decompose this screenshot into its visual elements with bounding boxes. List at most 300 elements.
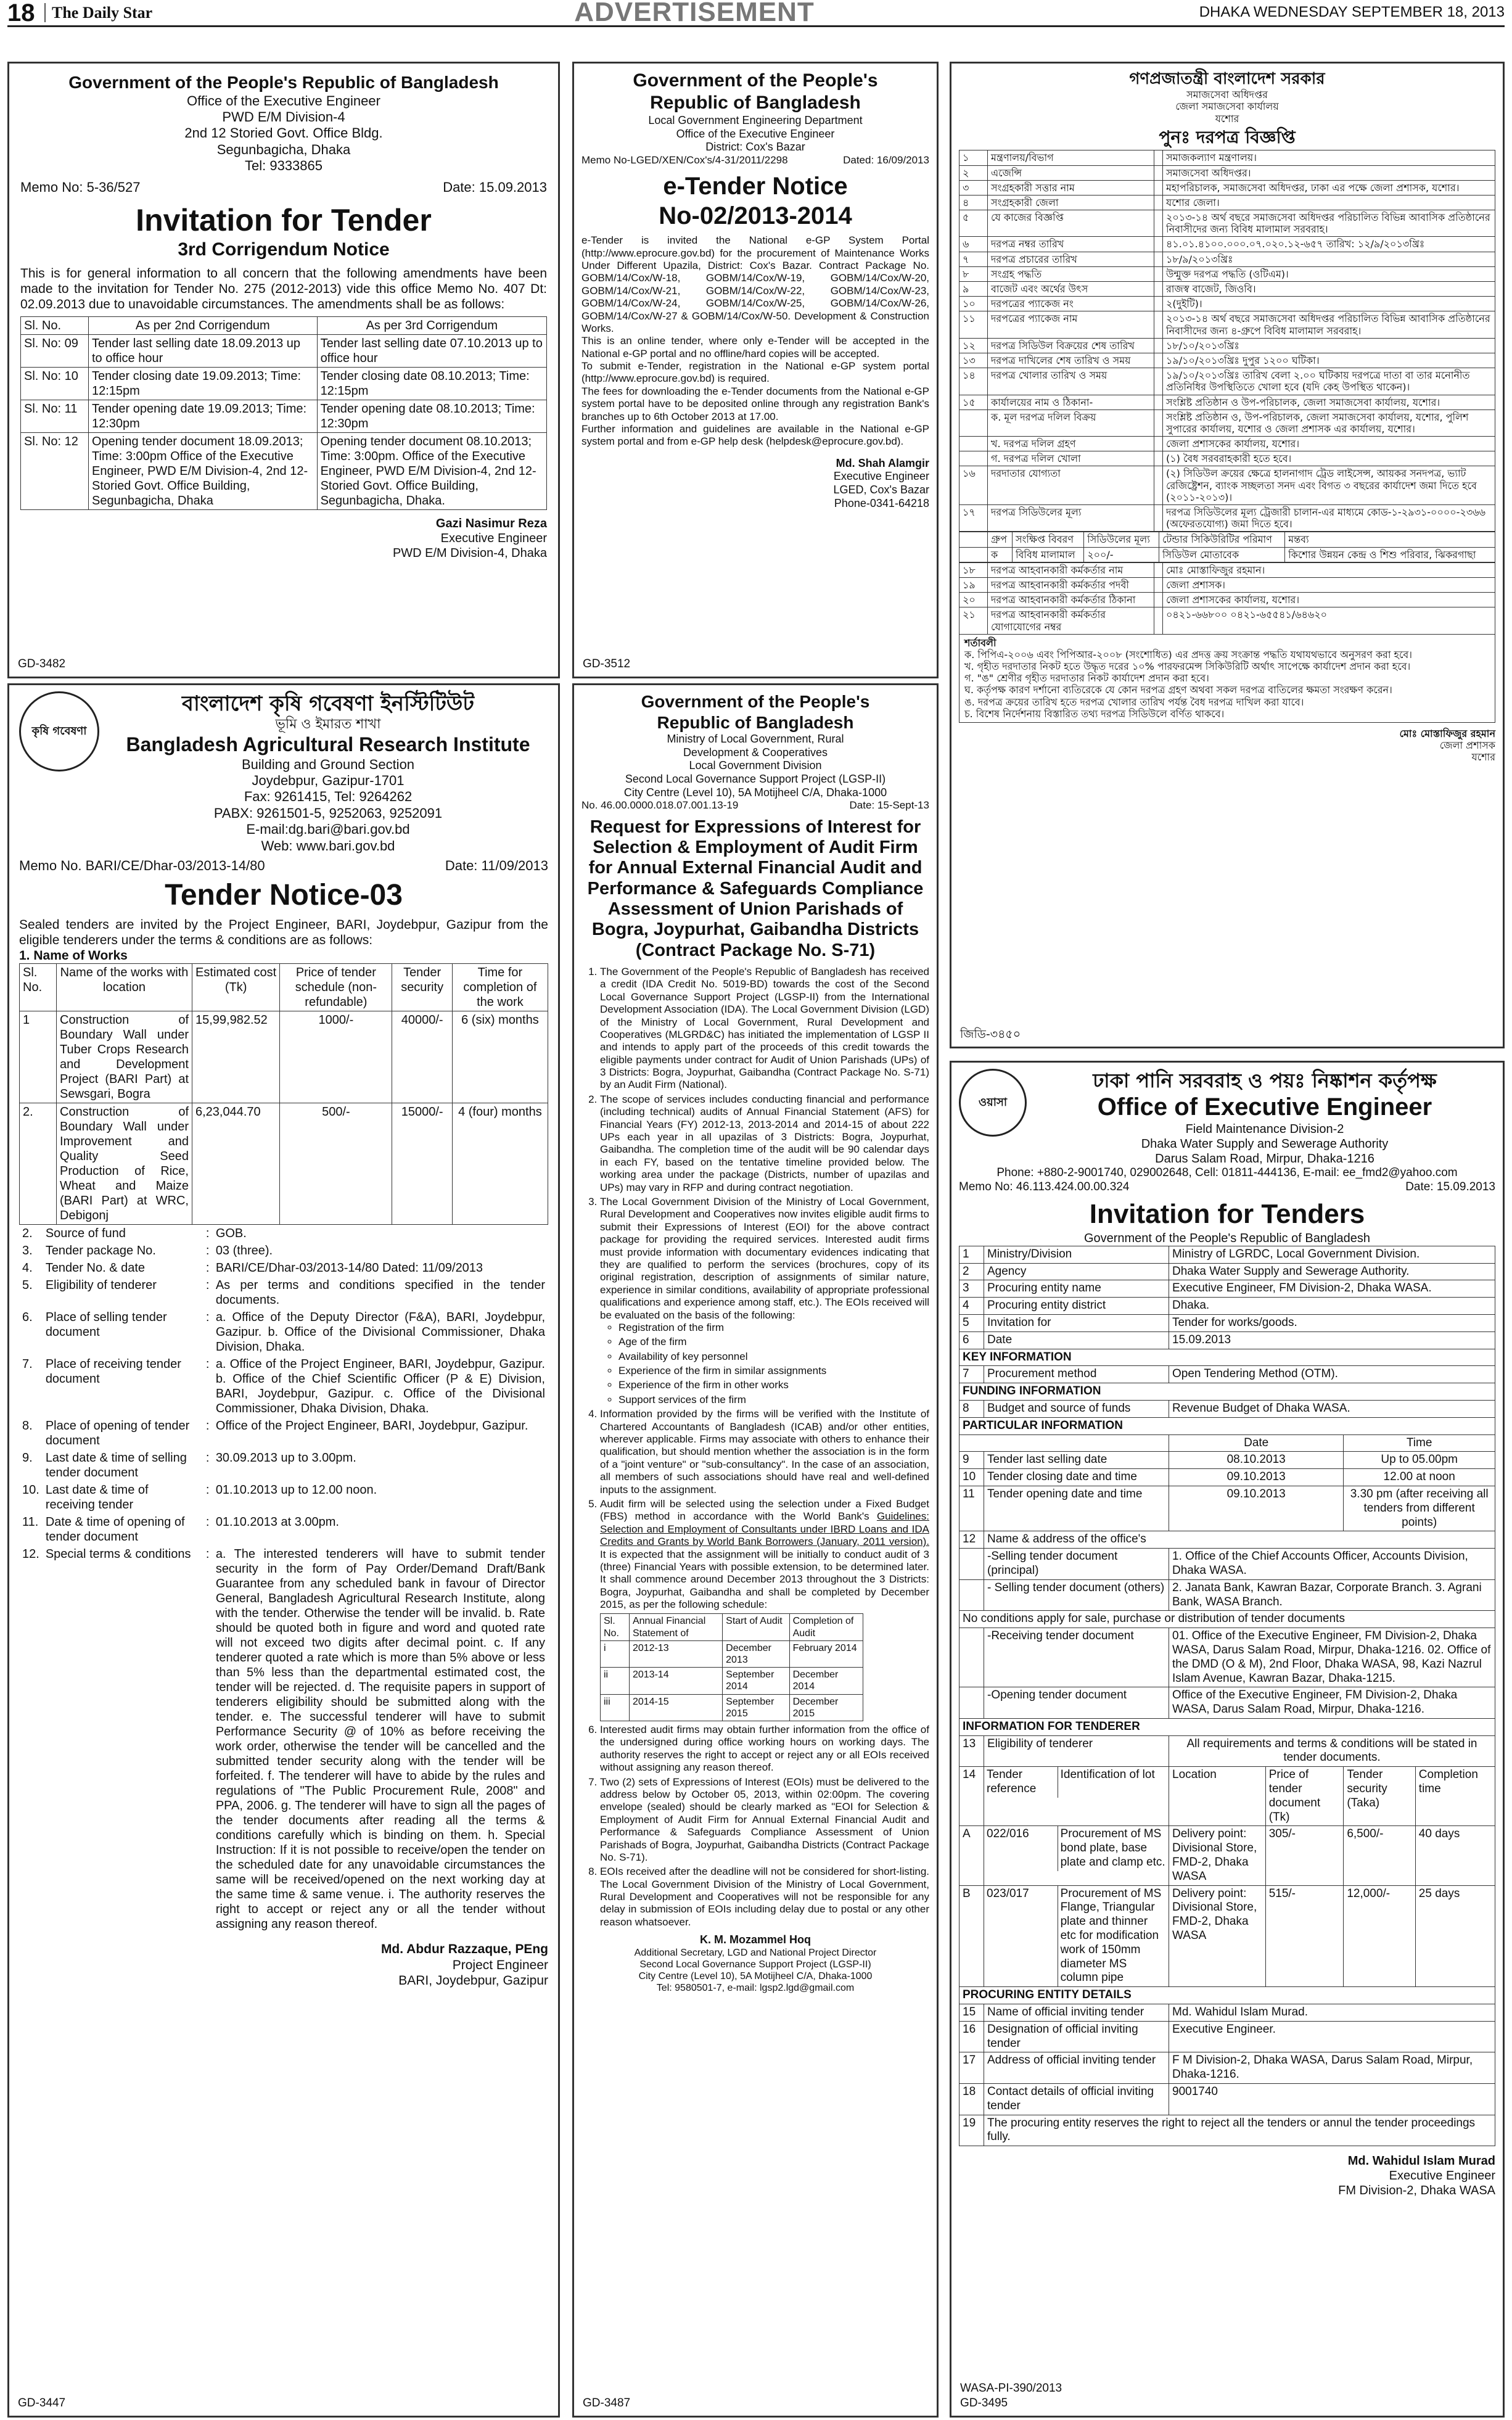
ad5-addr-1: Development & Cooperatives bbox=[683, 746, 828, 759]
cell: Special terms & conditions bbox=[45, 1547, 191, 1562]
cell: GOB. bbox=[215, 1227, 247, 1241]
ad4-memo: Memo No. BARI/CE/Dhar-03/2013-14/80 bbox=[19, 857, 265, 873]
table-row bbox=[959, 195, 1495, 210]
cell: -Selling tender document (principal) bbox=[984, 1549, 1169, 1580]
cell: February 2014 bbox=[789, 1640, 863, 1667]
ad2-p1: e-Tender is invited the National e-GP System Portal (http://www.eprocure.gov.bd) for the procurement of Maintenance Works Under Different Upazila, District: Cox's Bazar. Contract Package No. GOBM/14/Cox/W-18, GOBM/14/Cox/W-19, GOBM/14/Cox/W-20, GOBM/14/Cox/W-21, GOBM/14/Cox/W-22, GOBM/14/Cox/W-23, GOBM/14/Cox/W-24, GOBM/14/Cox/W-25, GOBM/14/Cox/W-26, GOBM/14/Cox/W-27 & GOBM/14/Cox/W-50. Development & Construction Works. bbox=[581, 234, 929, 334]
cell: Ministry/Division bbox=[984, 1246, 1169, 1263]
cell: 11. bbox=[22, 1515, 39, 1529]
cell: Opening tender document 18.09.2013; Time: 3:00pm Office of the Executive Engineer, PWD E/M Division-4, 2nd 12-Storied Govt. Office Building, Segunbagicha, Dhaka bbox=[89, 432, 318, 509]
ad3-addr-1: জেলা সমাজসেবা কার্যালয় bbox=[1175, 101, 1279, 113]
cell: 13 bbox=[959, 1735, 984, 1767]
cell: No conditions apply for sale, purchase or distribution of tender documents bbox=[959, 1611, 1495, 1628]
ad4-addr-3: PABX: 9261501-5, 9252063, 9252091 bbox=[213, 805, 443, 821]
table-row bbox=[959, 1434, 1495, 1452]
table-row bbox=[959, 1298, 1495, 1315]
ad4-col: Estimated cost (Tk) bbox=[192, 964, 280, 1011]
table-row bbox=[20, 1103, 548, 1225]
cell: 9001740 bbox=[1169, 2084, 1495, 2115]
ad2-code: GD-3512 bbox=[583, 657, 631, 671]
list-item bbox=[600, 1498, 929, 1721]
table-row bbox=[959, 1366, 1495, 1383]
cell: 6. bbox=[22, 1311, 33, 1325]
cell: 15.09.2013 bbox=[1169, 1331, 1495, 1349]
ad2-p5: Further information and guidelines are available in the National e-GP system portal and from e-GP help desk (helpdesk@eprocure.gov.bd). bbox=[581, 423, 929, 448]
cell: 30.09.2013 up to 3.00pm. bbox=[215, 1451, 356, 1465]
ad2-signature bbox=[581, 457, 929, 510]
table-row bbox=[959, 1611, 1495, 1628]
cell: দরপত্র সিডিউলের মূল্য bbox=[988, 505, 1154, 532]
cell: Budget and source of funds bbox=[984, 1400, 1169, 1417]
ad2-addr-2: District: Cox's Bazar bbox=[705, 141, 805, 154]
cell: Tender last selling date 18.09.2013 up to office hour bbox=[89, 334, 318, 367]
ad2-sign-office: LGED, Cox's Bazar bbox=[833, 484, 929, 496]
cell: Delivery point: Divisional Store, FMD-2, Dhaka WASA bbox=[1169, 1885, 1266, 1987]
section-heading: PARTICULAR INFORMATION bbox=[959, 1417, 1495, 1434]
cell: ১৪ bbox=[959, 368, 988, 395]
cell: ক. মূল দরপত্র দলিল বিক্রয় bbox=[988, 410, 1154, 436]
cell: 10. bbox=[22, 1483, 39, 1497]
cell: ৯ bbox=[959, 282, 988, 297]
cell: F M Division-2, Dhaka WASA, Darus Salam Road, Mirpur, Dhaka-1216. bbox=[1169, 2052, 1495, 2084]
cell: 5 bbox=[959, 1314, 984, 1331]
table-row bbox=[19, 1449, 548, 1481]
ad1-addr-0: Office of the Executive Engineer bbox=[187, 93, 380, 109]
cell: Name of official inviting tender bbox=[984, 2004, 1169, 2022]
ad2-memo-row bbox=[581, 154, 929, 167]
cell: ক bbox=[988, 547, 1013, 562]
ad3-addr-2: যশোর bbox=[1215, 112, 1239, 125]
table-row bbox=[959, 252, 1495, 266]
table-row bbox=[959, 180, 1495, 195]
ad1-code: GD-3482 bbox=[18, 657, 66, 671]
ad6-sign-office: FM Division-2, Dhaka WASA bbox=[1338, 2184, 1495, 2198]
cell bbox=[1154, 410, 1163, 436]
cell: Tender closing date 08.10.2013; Time: 12:15pm bbox=[317, 367, 546, 400]
table-row bbox=[959, 2084, 1495, 2115]
table-row bbox=[959, 338, 1495, 353]
table-row bbox=[959, 165, 1495, 180]
ad5-memo: No. 46.00.0000.018.07.001.13-19 bbox=[581, 799, 739, 812]
table-row bbox=[959, 1549, 1495, 1580]
cell: 01.10.2013 up to 12.00 noon. bbox=[215, 1483, 377, 1497]
table-row bbox=[19, 1356, 548, 1417]
bari-logo bbox=[19, 691, 99, 772]
cell: 7 bbox=[959, 1366, 984, 1383]
cell bbox=[1154, 577, 1163, 592]
cell: ২০১৩-১৪ অর্থ বছরে সমাজসেবা অধিদপ্তর পরিচালিত বিভিন্ন আবাসিক প্রতিষ্ঠানের নিবাসীদের জন্য বিবিধ মালামাল সরবরাহ। bbox=[1163, 210, 1495, 237]
cell bbox=[1154, 505, 1163, 532]
cell: Source of fund bbox=[45, 1227, 126, 1241]
table-row bbox=[959, 1314, 1495, 1331]
ad4-col: Price of tender schedule (non-refundable) bbox=[280, 964, 392, 1011]
cell: 6 bbox=[959, 1331, 984, 1349]
cell bbox=[959, 547, 988, 562]
ad1-addr-3: Segunbagicha, Dhaka bbox=[216, 141, 351, 157]
table-row bbox=[959, 368, 1495, 395]
table-row bbox=[959, 505, 1495, 532]
cell: Tender closing date and time bbox=[984, 1469, 1169, 1486]
table-row bbox=[21, 367, 547, 400]
cell: December 2015 bbox=[789, 1694, 863, 1721]
list-item bbox=[600, 1196, 929, 1406]
cell: উন্মুক্ত দরপত্র পদ্ধতি (ওটিএম)। bbox=[1163, 266, 1495, 281]
ad6-gov: Government of the People's Republic of Bangladesh bbox=[1083, 1231, 1371, 1245]
cell: : bbox=[205, 1261, 210, 1275]
ad6-memo-row bbox=[959, 1180, 1495, 1195]
table-row bbox=[959, 451, 1495, 466]
cell: 12.00 at noon bbox=[1344, 1469, 1495, 1486]
ad1-sign-title: Executive Engineer bbox=[440, 531, 547, 545]
cell: ১ bbox=[959, 150, 988, 165]
ad5-sign-project: Second Local Governance Support Project (LGSP-II) bbox=[639, 1959, 871, 1970]
cell: 10 bbox=[959, 1469, 984, 1486]
cell: Procuring entity name bbox=[984, 1280, 1169, 1298]
table-row bbox=[19, 1259, 548, 1277]
table-row bbox=[19, 1545, 548, 1933]
ad4-sign-name: Md. Abdur Razzaque, PEng bbox=[380, 1942, 548, 1957]
cell: 2 bbox=[959, 1263, 984, 1280]
cell: (২) সিডিউল ক্রয়ের ক্ষেত্রে হালনাগাদ ট্রেড লাইসেন্স, আয়কর সনদপত্র, ভ্যাট রেজিষ্ট্রেশন, ব্যাংক সচ্ছলতা সনদ এবং বিগত ৩ বছরের কার্যাদেশ জমা দিতে হবে (২০১১-২০১৩)। bbox=[1163, 466, 1495, 505]
cell: ১৮/১০/২০১৩খ্রিঃ bbox=[1163, 338, 1495, 353]
cell: দরপত্রের প্যাকেজ নং bbox=[988, 297, 1154, 311]
cell: Date bbox=[1169, 1434, 1344, 1452]
ad3-sign-title: জেলা প্রশাসক bbox=[1439, 739, 1495, 752]
cell: 15,99,982.52 bbox=[192, 1011, 280, 1103]
cell: জেলা প্রশাসক। bbox=[1163, 577, 1495, 592]
cell: 4 bbox=[959, 1298, 984, 1315]
table-row bbox=[959, 1331, 1495, 1349]
cell: গ. দরপত্র দলিল খোলা bbox=[988, 451, 1154, 466]
cell: ৪ bbox=[959, 195, 988, 210]
cell: 9. bbox=[22, 1451, 33, 1465]
table-row bbox=[959, 1579, 1495, 1611]
ad2-sign-name: Md. Shah Alamgir bbox=[836, 456, 929, 469]
ad4-addr-1: Joydebpur, Gazipur-1701 bbox=[252, 772, 405, 788]
cell: দরপত্র আহবানকারী কর্মকর্তার ঠিকানা bbox=[988, 593, 1154, 607]
cell: 40000/- bbox=[392, 1011, 452, 1103]
ad4-bn2: ভূমি ও ইমারত শাখা bbox=[275, 716, 381, 732]
cell: Identification of lot bbox=[1060, 1768, 1155, 1782]
table-row bbox=[959, 1531, 1495, 1549]
table-row bbox=[959, 1486, 1495, 1531]
ad5-gov-0: Government of the People's bbox=[641, 692, 870, 711]
cell: টেন্ডার সিকিউরিটির পরিমাণ bbox=[1159, 532, 1284, 547]
table-row bbox=[21, 334, 547, 367]
ad1-title: Invitation for Tender bbox=[136, 202, 432, 237]
cell: Md. Wahidul Islam Murad. bbox=[1169, 2004, 1495, 2022]
cell: সংশ্লিষ্ট প্রতিষ্ঠান ও, উপ-পরিচালক, জেলা সমাজসেবা কার্যালয়, যশোর, পুলিশ সুপারের কার্যালয়, যশোর ও জেলা প্রশাসক এর কার্যালয়, যশোর। bbox=[1163, 410, 1495, 436]
cell: সংগ্রহ পদ্ধতি bbox=[988, 266, 1154, 281]
table-row bbox=[959, 266, 1495, 281]
cell: Construction of Boundary Wall under Improvement and Quality Seed Production of Rice, Wheat and Maize (BARI Part) at WRC, Debigonj bbox=[57, 1103, 192, 1225]
ad5-list bbox=[581, 966, 929, 1928]
table-row bbox=[20, 1011, 548, 1103]
ad5-code: GD-3487 bbox=[583, 2397, 631, 2410]
cell: Tender for works/goods. bbox=[1169, 1314, 1495, 1331]
ad5-sch-col: Completion of Audit bbox=[789, 1614, 863, 1640]
ad4-items bbox=[19, 1225, 548, 1933]
cell: কার্যালয়ের নাম ও ঠিকানা- bbox=[988, 395, 1154, 410]
table-row bbox=[959, 1718, 1495, 1735]
cell: ১৬ bbox=[959, 466, 988, 505]
cell: 01.10.2013 at 3.00pm. bbox=[215, 1515, 339, 1529]
cell: Tender opening date 08.10.2013; Time: 12:30pm bbox=[317, 400, 546, 432]
cell: Construction of Boundary Wall under Tuber Crops Research and Development Project (BARI Part) at Sewsgari, Bogra bbox=[57, 1011, 192, 1103]
cell: Tender package No. bbox=[45, 1244, 156, 1258]
cell bbox=[959, 1579, 984, 1611]
masthead: The Daily Star bbox=[44, 3, 229, 22]
list-item: খ. গৃহীত দরদাতার নিকট হতে উদ্ধৃত দরের ১০% পারফরমেন্স সিকিউরিটি অর্থাৎ সাপেক্ষে কার্যাদেশ প্রদান করা হবে। bbox=[964, 661, 1411, 673]
ad1-col-2: As per 3rd Corrigendum bbox=[317, 316, 546, 334]
cell: Dhaka Water Supply and Sewerage Authority. bbox=[1169, 1263, 1495, 1280]
table-row bbox=[959, 1735, 1495, 1767]
cell bbox=[959, 1628, 984, 1687]
cell bbox=[1154, 451, 1163, 466]
cell: মোঃ মোস্তাফিজুর রহমান। bbox=[1163, 562, 1495, 577]
cell bbox=[1154, 338, 1163, 353]
list-item: 7. Two (2) sets of Expressions of Interest (EOIs) must be delivered to the address below by October 05, 2013, within 02:00pm. The covering envelope (sealed) should be clearly marked as "EOI for Selection & Employment of Audit Firm for Annual External Financial Audit and Performance & Safeguards Compliance Assessment of Union Parishads of Bogra, Joypurhat, Gaibandha Districts (Contract Package No. S-71). bbox=[600, 1776, 929, 1864]
cell: Revenue Budget of Dhaka WASA. bbox=[1169, 1400, 1495, 1417]
cell: Office of the Executive Engineer, FM Division-2, Dhaka WASA, Darus Salam Road, Mirpur, Dhaka-1216. bbox=[1169, 1687, 1495, 1719]
table-row bbox=[959, 577, 1495, 592]
table-row bbox=[601, 1668, 863, 1694]
ad4-col: Tender security bbox=[392, 964, 452, 1011]
ad5-title: Request for Expressions of Interest for Selection & Employment of Audit Firm for Annual External Financial Audit and Performance & Safeguards Compliance Assessment of Union Parishads of Bogra, Joypurhat, Gaibandha Districts (Contract Package No. S-71) bbox=[587, 817, 924, 960]
ad5-sch-col: Sl. No. bbox=[601, 1614, 630, 1640]
cell: a. Office of the Deputy Director (F&A), BARI, Joydebpur, Gazipur. b. Office of the Divisional Commissioner, Dhaka Division, Dhaka. bbox=[215, 1311, 545, 1354]
table-row bbox=[959, 2115, 1495, 2146]
table-row bbox=[959, 150, 1495, 165]
cell: 022/016 bbox=[984, 1826, 1058, 1871]
cell: As per terms and conditions specified in the tender documents. bbox=[215, 1278, 545, 1307]
ad3-addr-0: সমাজসেবা অধিদপ্তর bbox=[1186, 89, 1268, 101]
cell: B bbox=[959, 1885, 984, 1987]
table-row bbox=[19, 1225, 548, 1242]
cell: 11 bbox=[959, 1486, 984, 1531]
table-row bbox=[601, 1640, 863, 1667]
section-heading: KEY INFORMATION bbox=[959, 1349, 1495, 1366]
cell: দরপত্র সিডিউল বিক্রয়ের শেষ তারিখ bbox=[988, 338, 1154, 353]
cell: -Opening tender document bbox=[984, 1687, 1169, 1719]
ad4-addr-2: Fax: 9261415, Tel: 9264262 bbox=[244, 789, 413, 805]
ad4-en: Bangladesh Agricultural Research Institute bbox=[126, 733, 530, 756]
ad6-bn: ঢাকা পানি সরবরাহ ও পয়ঃ নিষ্কাশন কর্তৃপক্ষ bbox=[1093, 1069, 1437, 1092]
cell: Tender reference bbox=[984, 1767, 1058, 1798]
table-row bbox=[959, 1383, 1495, 1401]
cell: - Selling tender document (others) bbox=[984, 1579, 1169, 1611]
table-row bbox=[959, 1826, 1495, 1885]
cell: Designation of official inviting tender bbox=[984, 2021, 1169, 2052]
cell: Agency bbox=[984, 1263, 1169, 1280]
cell: মন্তব্য bbox=[1285, 532, 1495, 547]
ad5-sign-contact: Tel: 9580501-7, e-mail: lgsp2.lgd@gmail.com bbox=[656, 1983, 855, 1994]
cell bbox=[1154, 150, 1163, 165]
cell: Tender opening date and time bbox=[984, 1486, 1169, 1531]
lot-head bbox=[984, 1767, 1169, 1798]
cell bbox=[1154, 437, 1163, 451]
section-heading: FUNDING INFORMATION bbox=[959, 1383, 1495, 1401]
ad4-addr-4: E-mail:dg.bari@bari.gov.bd bbox=[246, 821, 410, 838]
cell bbox=[1154, 353, 1163, 368]
table-row bbox=[959, 1452, 1495, 1469]
cell: ২ bbox=[959, 165, 988, 180]
section-heading: INFORMATION FOR TENDERER bbox=[959, 1718, 1495, 1735]
cell: কিশোর উন্নয়ন কেন্দ্র ও শিশু পরিবার, ঝিকরগাছা bbox=[1285, 547, 1495, 562]
ad1-memo-row bbox=[20, 179, 547, 195]
cell bbox=[1154, 237, 1163, 252]
cell: ৬ bbox=[959, 237, 988, 252]
cell: 03 (three). bbox=[215, 1244, 273, 1258]
cell: iii bbox=[601, 1694, 630, 1721]
cell: 4. bbox=[22, 1261, 33, 1275]
cell: 3. bbox=[22, 1244, 33, 1258]
ad1-table bbox=[20, 316, 547, 510]
ad3-table-2 bbox=[959, 562, 1495, 635]
ad-bangla-retender bbox=[950, 62, 1505, 1048]
ad6-sign-name: Md. Wahidul Islam Murad bbox=[1347, 2154, 1495, 2168]
ad2-p2: This is an online tender, where only e-Tender will be accepted in the National e-GP portal and no offline/hard copies will be accepted. bbox=[581, 335, 929, 360]
table-row bbox=[19, 1513, 548, 1545]
ad-lgsp-eoi bbox=[572, 683, 939, 2418]
ad4-signature bbox=[19, 1941, 548, 1988]
table-row bbox=[19, 1417, 548, 1449]
cell bbox=[1154, 165, 1163, 180]
ad5-gov-1: Republic of Bangladesh bbox=[657, 712, 854, 732]
cell: ৩ bbox=[959, 180, 988, 195]
cell bbox=[1154, 311, 1163, 338]
ad2-gov-0: Government of the People's bbox=[633, 70, 878, 91]
table-row bbox=[959, 437, 1495, 451]
section-heading: PROCURING ENTITY DETAILS bbox=[959, 1987, 1495, 2004]
cell: 09.10.2013 bbox=[1169, 1486, 1344, 1531]
cell: Last date & time of receiving tender bbox=[45, 1483, 149, 1512]
ad5-sign-name: K. M. Mozammel Hoq bbox=[699, 1933, 811, 1946]
cell: ৭ bbox=[959, 252, 988, 266]
ad4-sign-office: BARI, Joydebpur, Gazipur bbox=[398, 1973, 548, 1988]
table-row bbox=[959, 1469, 1495, 1486]
list-item: গ. "ঙ" শ্রেণীর গৃহীত দরদাতার নিকট কার্যাদেশ প্রদান করা হবে। bbox=[964, 672, 1209, 685]
table-row bbox=[959, 395, 1495, 410]
lot-cell bbox=[984, 1826, 1169, 1871]
ad6-title: Office of Executive Engineer bbox=[1097, 1093, 1432, 1121]
table-row bbox=[21, 400, 547, 432]
cell: এজেন্সি bbox=[988, 165, 1154, 180]
cell: ১৯ bbox=[959, 577, 988, 592]
cell: দরপত্র আহবানকারী কর্মকর্তার পদবী bbox=[988, 577, 1154, 592]
cell bbox=[1154, 266, 1163, 281]
cell: i bbox=[601, 1640, 630, 1667]
table-row bbox=[959, 562, 1495, 577]
cell: সংশ্লিষ্ট প্রতিষ্ঠান ও উপ-পরিচালক, জেলা সমাজসেবা কার্যালয়, যশোর। bbox=[1163, 395, 1495, 410]
ad4-col: Time for completion of the work bbox=[452, 964, 548, 1011]
cell: 8 bbox=[959, 1400, 984, 1417]
cell bbox=[1154, 297, 1163, 311]
cell: a. The interested tenderers will have to submit tender security in the form of Pay Order/Demand Draft/Bank Guarantee from any scheduled bank in favour of Director General, Bangladesh Agricultural Research Institute, along with the tender. Otherwise the tender will be invalid. b. Rate should be quoted both in figure and word and quoted rate will not exceed two digits after decimal point. c. If any tenderer quoted a rate which is more than 5% above or less than 5% less than the departmental estimated cost, the tender will be rejected. d. The requisite papers in support of tenderers eligibility should be submitted along with the tender. e. The successful tenderer will have to submit Performance Security @ of 10% as before receiving the work order, otherwise the tender will be cancelled and the submitted tender security along with the tender will be forfeited. f. The tenderer will have to abide by the rules and regulations of "The Public Procurement Rule, 2008" and PPA, 2006. g. The tenderer will have to sign all the pages of the tender documents after reading all the terms & conditions carefully which is binding on them. h. Special Instruction: If it is not possible to receive/open the tender on the scheduled date for any unavoidable circumstances the same will be received/opened on the next working day at the same time & same venue. i. The authority reserves the right to accept or reject any or all the tender without assigning any reason thereof. bbox=[215, 1547, 545, 1932]
cell: দরপত্রের প্যাকেজ নাম bbox=[988, 311, 1154, 338]
table-row bbox=[19, 1309, 548, 1356]
cell: Place of opening of tender document bbox=[45, 1419, 190, 1448]
cell: দরপত্র আহবানকারী কর্মকর্তার যোগাযোগের নম্বর bbox=[988, 607, 1154, 634]
cell: 09.10.2013 bbox=[1169, 1469, 1344, 1486]
cell: ১৯/১০/২০১৩খ্রিঃ তারিখ বেলা ২.০০ ঘটিকায় দরপত্রে দাতা বা তার মনোনীত প্রতিনিধির উপস্থিতিতে খোলা হবে (যদি কেহ উপস্থিত থাকেন)। bbox=[1163, 368, 1495, 395]
cell: 01. Office of the Executive Engineer, FM Division-2, Dhaka WASA, Darus Salam Road, Mirpur, Dhaka-1216. 02. Office of the DMD (O & M), 2nd Floor, Dhaka WASA, 98, Kazi Nazrul Islam Avenue, Kawran Bazar, Dhaka-1215. bbox=[1169, 1628, 1495, 1687]
table-row bbox=[959, 297, 1495, 311]
bullet-item: ◦ Experience of the firm in other works bbox=[618, 1379, 929, 1391]
cell: Procurement of MS bond plate, base plate and clamp etc. bbox=[1060, 1827, 1165, 1869]
ad6-signature bbox=[959, 2154, 1495, 2198]
cell: : bbox=[205, 1515, 210, 1529]
list-item: চ. বিশেষ নির্দেশনায় বিস্তারিত তথ্য দরপত্র সিডিউলে বর্ণিত থাকবে। bbox=[964, 707, 1225, 720]
cell: Address of official inviting tender bbox=[984, 2052, 1169, 2084]
cell: Procuring entity district bbox=[984, 1298, 1169, 1315]
cell bbox=[1154, 593, 1163, 607]
cell: দরপত্র নম্বর তারিখ bbox=[988, 237, 1154, 252]
table-row bbox=[959, 1987, 1495, 2004]
ad1-gov: Government of the People's Republic of Bangladesh bbox=[68, 73, 499, 92]
ad4-works-table bbox=[19, 963, 548, 1225]
ad4-title: Tender Notice-03 bbox=[165, 879, 403, 912]
ad6-code1: WASA-PI-390/2013 bbox=[960, 2382, 1062, 2395]
cell: : bbox=[205, 1227, 210, 1241]
ad4-col: Name of the works with location bbox=[57, 964, 192, 1011]
table-row bbox=[959, 547, 1495, 562]
ad-lged-etender bbox=[572, 62, 939, 678]
table-row bbox=[959, 353, 1495, 368]
cell: দরপত্র দাখিলের শেষ তারিখ ও সময় bbox=[988, 353, 1154, 368]
cell: 2012-13 bbox=[629, 1640, 722, 1667]
table-row bbox=[959, 2052, 1495, 2084]
cell: Dhaka. bbox=[1169, 1298, 1495, 1315]
list-item: ঙ. দরপত্র ক্রয়ের তারিখ হতে দরপত্র খোলার তারিখ পর্যন্ত বৈধ দরপত্র দাখিল করা যাবে। bbox=[964, 696, 1304, 708]
cell bbox=[1154, 368, 1163, 395]
cell: ১১ bbox=[959, 311, 988, 338]
list-item: 8. EOIs received after the deadline will not be considered for short-listing. The Local Government Division of the Ministry of Local Government, Rural Development and Cooperatives will not be responsible for any delay in submission of EOIs including delay due to postal or any other reason whatsoever. bbox=[600, 1866, 929, 1928]
ad2-addr-1: Office of the Executive Engineer bbox=[676, 127, 835, 140]
cell: দরপত্র খোলার তারিখ ও সময় bbox=[988, 368, 1154, 395]
cell: রাজস্ব বাজেট, জিওবি। bbox=[1163, 282, 1495, 297]
cell: 2. Janata Bank, Kawran Bazar, Corporate Branch. 3. Agrani Bank, WASA Branch. bbox=[1169, 1579, 1495, 1611]
cell: 1. Office of the Chief Accounts Officer, Accounts Division, Dhaka WASA. bbox=[1169, 1549, 1495, 1580]
ad3-title: পুনঃ দরপত্র বিজ্ঞপ্তি bbox=[1159, 126, 1296, 147]
ad3-table bbox=[959, 150, 1495, 532]
ad6-sign-title: Executive Engineer bbox=[1389, 2169, 1495, 2183]
cell: 14 bbox=[959, 1767, 984, 1826]
cell: 12 bbox=[959, 1531, 984, 1549]
bullet-item: ◦ Age of the firm bbox=[618, 1336, 929, 1348]
ad1-signature bbox=[20, 516, 547, 561]
cell: Date & time of opening of tender document bbox=[45, 1515, 185, 1544]
cell: : bbox=[205, 1547, 210, 1562]
cell: Location bbox=[1169, 1767, 1266, 1826]
ad1-col-0: Sl. No. bbox=[21, 316, 89, 334]
ad4-works-head: 1. Name of Works bbox=[19, 949, 128, 963]
cell bbox=[1154, 562, 1163, 577]
cell: Eligibility of tenderer bbox=[984, 1735, 1169, 1767]
cell: 9 bbox=[959, 1452, 984, 1469]
ad5-sch-col: Start of Audit bbox=[723, 1614, 789, 1640]
table-row bbox=[19, 1277, 548, 1309]
ad5-addr-0: Ministry of Local Government, Rural bbox=[667, 733, 844, 746]
cell: ২০ bbox=[959, 593, 988, 607]
cell: Sl. No: 10 bbox=[21, 367, 89, 400]
wasa-logo bbox=[959, 1069, 1027, 1137]
cell: 15000/- bbox=[392, 1103, 452, 1225]
cell: Office of the Project Engineer, BARI, Joydebpur, Gazipur. bbox=[215, 1419, 528, 1433]
ad6-head bbox=[959, 1069, 1495, 1166]
cell: 17 bbox=[959, 2052, 984, 2084]
cell: : bbox=[205, 1419, 210, 1433]
